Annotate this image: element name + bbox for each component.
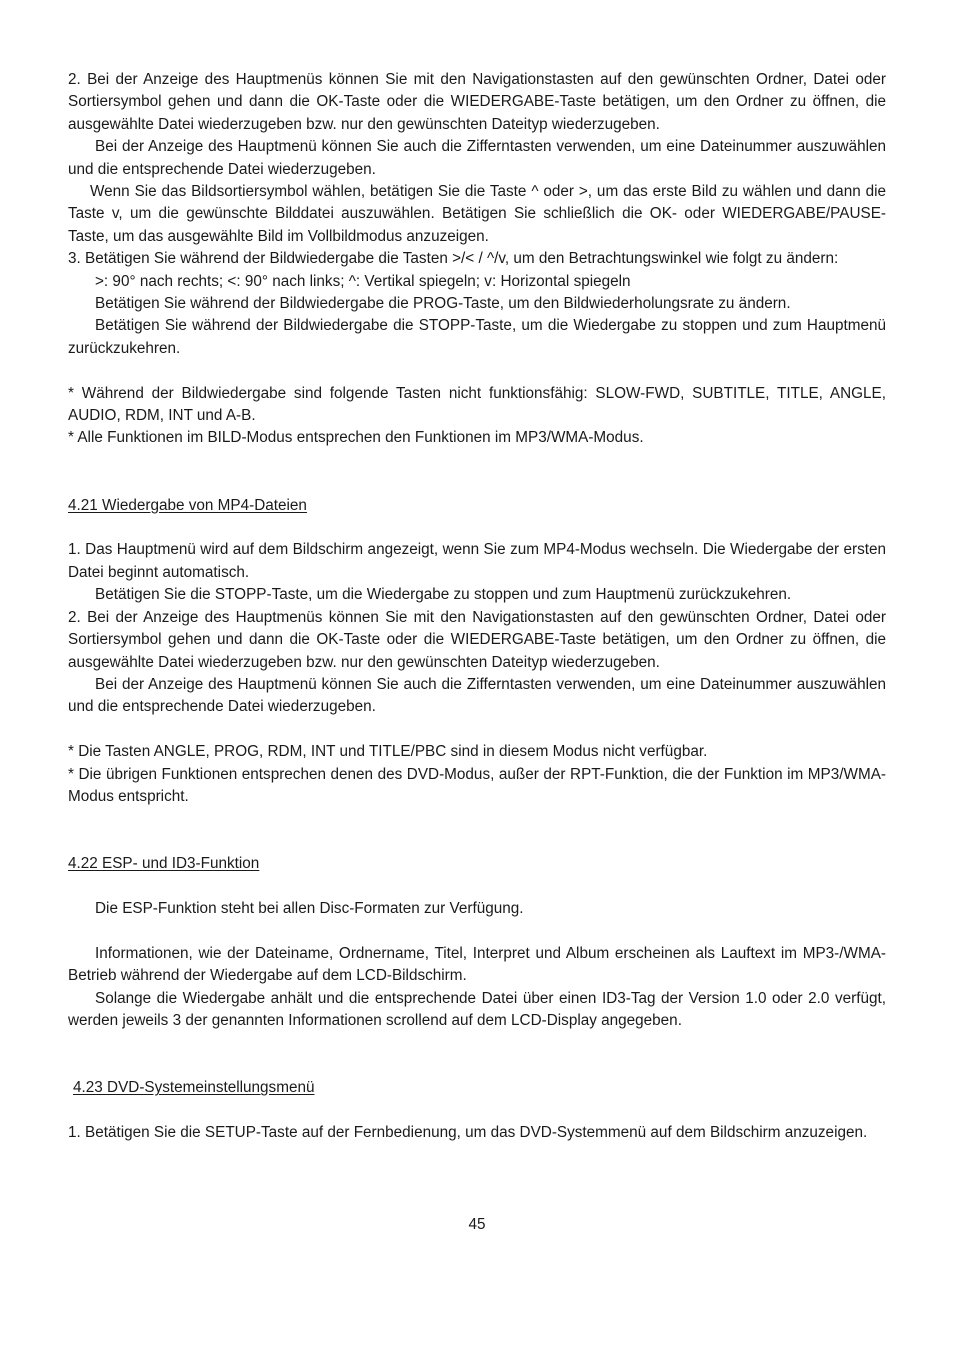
paragraph-setup-item-1: 1. Betätigen Sie die SETUP-Taste auf der Fernbedienung, um das DVD-Systemmenü auf dem Bildschirm anzuzeigen. <box>68 1123 868 1141</box>
paragraph-mp4-item-2: 2. Bei der Anzeige des Hauptmenüs können Sie mit den Navigationstasten auf den gewünschten Ordner, Datei oder Sortiersymbol gehen und dann die OK-Taste oder die WIEDERGABE-Taste betätigen, um den Ordner zu öffnen, die ausgewählte Datei wiederzugeben bzw. nur den gewünschten Dateityp wiederzugeben. <box>68 608 886 671</box>
section-heading-4-22: 4.22 ESP- und ID3-Funktion <box>68 855 260 873</box>
paragraph-mp4-item-1: 1. Das Hauptmenü wird auf dem Bildschirm angezeigt, wenn Sie zum MP4-Modus wechseln. Die Wiedergabe der ersten Datei beginnt automatisch. <box>68 541 886 581</box>
paragraph-number-keys: Bei der Anzeige des Hauptmenü können Sie auch die Zifferntasten verwenden, um eine Dateinummer auszuwählen und die entsprechende Datei wiederzugeben. <box>68 138 886 178</box>
page-number: 45 <box>468 1216 486 1233</box>
paragraph-picture-sort: Wenn Sie das Bildsortiersymbol wählen, betätigen Sie die Taste ^ oder >, um das erste Bild zu wählen und dann die Taste v, um die gewünschte Bilddatei auszuwählen. Betätigen Sie schließlich die OK- oder WIEDERGABE/PAUSE-Taste, um das ausgewählte Bild im Vollbildmodus anzuzeigen. <box>68 183 886 245</box>
note-mp4-other-functions: * Die übrigen Funktionen entsprechen denen des DVD-Modus, außer der RPT-Funktion, die der Funktion im MP3/WMA-Modus entspricht. <box>68 765 886 805</box>
paragraph-prog-key: Betätigen Sie während der Bildwiedergabe die PROG-Taste, um den Bildwiederholungsrate zu ändern. <box>95 295 791 313</box>
note-mp4-unavailable-keys: * Die Tasten ANGLE, PROG, RDM, INT und TITLE/PBC sind in diesem Modus nicht verfügbar. <box>68 743 708 761</box>
document-page <box>68 69 886 1144</box>
paragraph-mp4-number-keys: Bei der Anzeige des Hauptmenü können Sie auch die Zifferntasten verwenden, um eine Dateinummer auszuwählen und die entsprechende Datei wiederzugeben. <box>68 675 886 716</box>
paragraph-rotation-keys: >: 90° nach rechts; <: 90° nach links; ^: Vertikal spiegeln; v: Horizontal spiegeln <box>95 272 631 290</box>
paragraph-scroll-info: Informationen, wie der Dateiname, Ordnername, Titel, Interpret und Album erscheinen als Lauftext im MP3-/WMA-Betrieb während der Wiedergabe auf dem LCD-Bildschirm. <box>68 944 886 985</box>
note-picture-mode: * Alle Funktionen im BILD-Modus entsprechen den Funktionen im MP3/WMA-Modus. <box>68 429 644 447</box>
paragraph-esp-function: Die ESP-Funktion steht bei allen Disc-Formaten zur Verfügung. <box>95 899 524 917</box>
paragraph-item-3: 3. Betätigen Sie während der Bildwiedergabe die Tasten >/< / ^/v, um den Betrachtungswinkel wie folgt zu ändern: <box>68 250 839 268</box>
paragraph-id3-tag: Solange die Wiedergabe anhält und die entsprechende Datei über einen ID3-Tag der Version 1.0 oder 2.0 verfügt, werden jeweils 3 der genannten Informationen scrollend auf dem LCD-Display angegeben. <box>68 989 886 1029</box>
note-disabled-keys: * Während der Bildwiedergabe sind folgende Tasten nicht funktionsfähig: SLOW-FWD, SUBTITLE, TITLE, ANGLE, AUDIO, RDM, INT und A-B. <box>68 384 886 425</box>
paragraph-mp4-stop: Betätigen Sie die STOPP-Taste, um die Wiedergabe zu stoppen und zum Hauptmenü zurückzukehren. <box>95 586 792 604</box>
paragraph-stop-key: Betätigen Sie während der Bildwiedergabe die STOPP-Taste, um die Wiedergabe zu stoppen und zum Hauptmenü zurückzukehren. <box>68 317 886 357</box>
section-heading-4-23: 4.23 DVD-Systemeinstellungsmenü <box>73 1079 315 1097</box>
paragraph-item-2: 2. Bei der Anzeige des Hauptmenüs können Sie mit den Navigationstasten auf den gewünschten Ordner, Datei oder Sortiersymbol gehen und dann die OK-Taste oder die WIEDERGABE-Taste betätigen, um den Ordner zu öffnen, die ausgewählte Datei wiederzugeben bzw. nur den gewünschten Dateityp wiederzugeben. <box>68 71 886 133</box>
section-heading-4-21: 4.21 Wiedergabe von MP4-Dateien <box>68 496 307 514</box>
